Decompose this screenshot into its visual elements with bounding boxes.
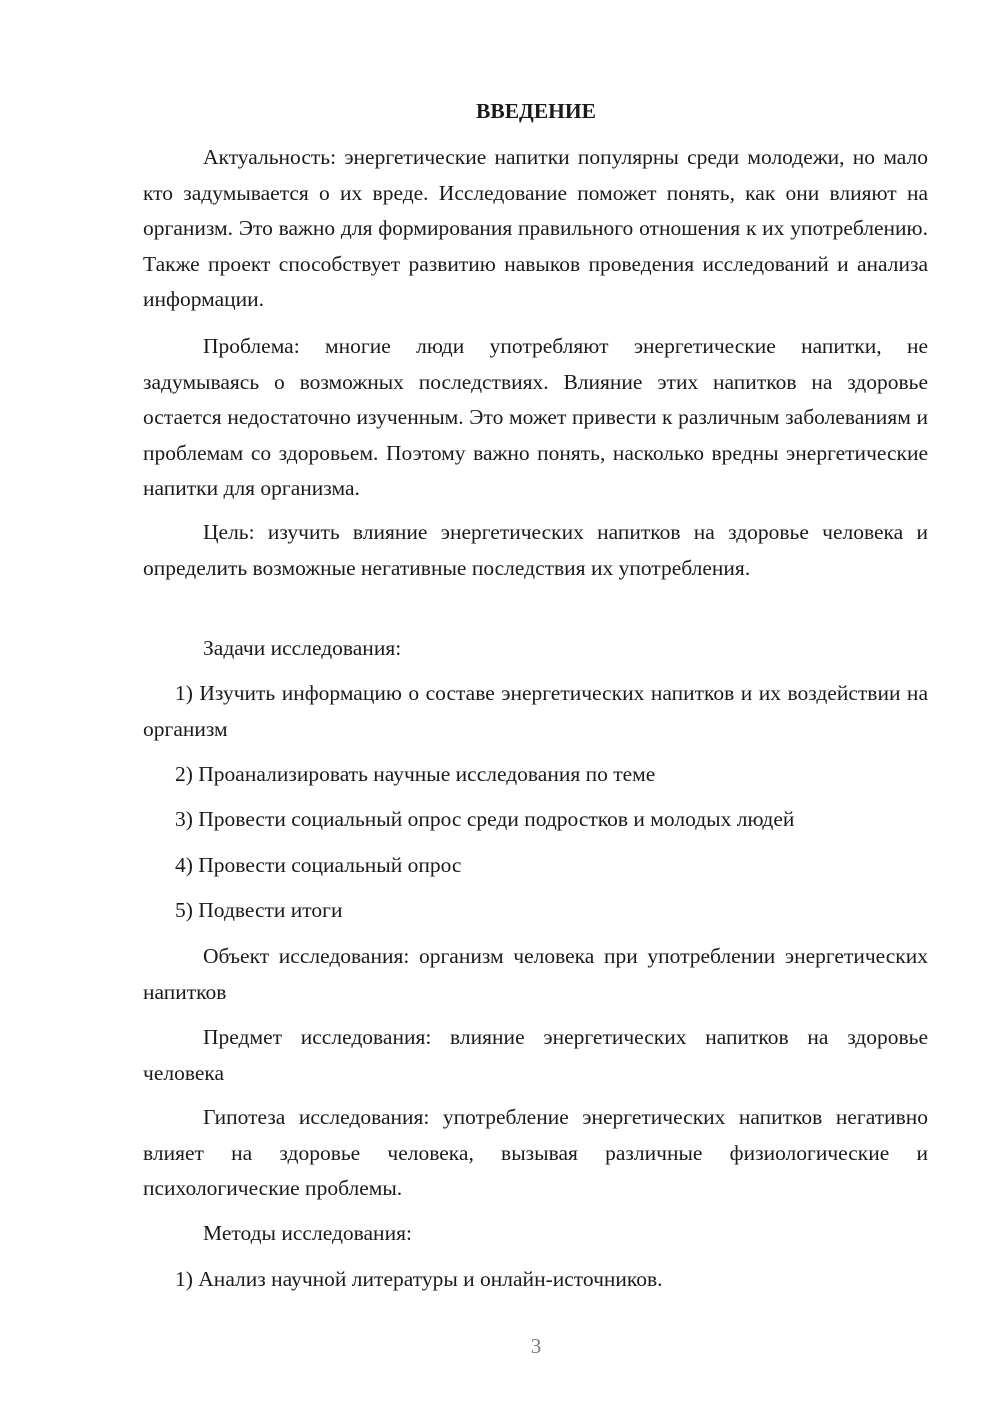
paragraph-object: Объект исследования: организм человека при употреблении энергетических напитков (143, 944, 928, 1004)
task-item-3: 3) Провести социальный опрос среди подростков и молодых людей (175, 807, 795, 831)
paragraph-tasks-title: Задачи исследования: (203, 636, 402, 660)
paragraph-problem: Проблема: многие люди употребляют энергетические напитки, не задумываясь о возможных последствиях. Влияние этих напитков на здоровье остается недостаточно изученным. Это может привести к различным заболеваниям и проблемам со здоровьем. Поэтому важно понять, насколько вредны энергетические напитки для организма. (143, 334, 928, 500)
task-item-1: 1) Изучить информацию о составе энергетических напитков и их воздействии на организм (143, 681, 928, 741)
page-number: 3 (530, 1334, 542, 1358)
method-item-1: 1) Анализ научной литературы и онлайн-источников. (175, 1267, 663, 1291)
task-item-5: 5) Подвести итоги (175, 898, 343, 922)
paragraph-actuality: Актуальность: энергетические напитки популярны среди молодежи, но мало кто задумывается о их вреде. Исследование поможет понять, как они влияют на организм. Это важно для формирования правильного отношения к их употреблению. Также проект способствует развитию навыков проведения исследований и анализа информации. (143, 145, 928, 311)
task-item-4: 4) Провести социальный опрос (175, 853, 462, 877)
section-heading: ВВЕДЕНИЕ (476, 99, 596, 123)
task-item-2: 2) Проанализировать научные исследования по теме (175, 762, 656, 786)
paragraph-goal: Цель: изучить влияние энергетических напитков на здоровье человека и определить возможные негативные последствия их употребления. (143, 520, 928, 580)
paragraph-subject: Предмет исследования: влияние энергетических напитков на здоровье человека (143, 1025, 928, 1085)
paragraph-hypothesis: Гипотеза исследования: употребление энергетических напитков негативно влияет на здоровье человека, вызывая различные физиологические и психологические проблемы. (143, 1105, 928, 1200)
paragraph-methods-title: Методы исследования: (203, 1221, 412, 1245)
